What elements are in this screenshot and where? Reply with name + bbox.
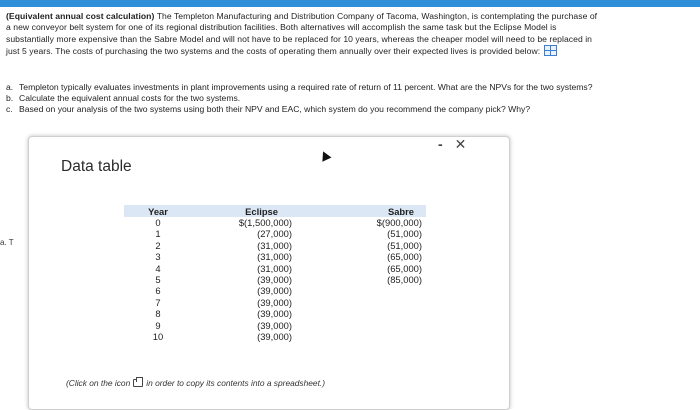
- sabre-cell: [294, 297, 426, 308]
- top-accent-bar: [0, 0, 700, 7]
- eclipse-cell: (27,000): [257, 228, 292, 240]
- sabre-cell: [294, 308, 426, 319]
- question-b: [6, 93, 696, 104]
- question-a: [6, 82, 696, 93]
- background-answer-fragment: a. T: [0, 238, 14, 247]
- table-header-row: [124, 205, 426, 217]
- year-cell: 8: [155, 308, 161, 320]
- sabre-cell: [294, 331, 426, 342]
- data-table-icon[interactable]: [544, 45, 557, 56]
- year-cell: 7: [155, 296, 161, 308]
- question-c: [6, 104, 696, 115]
- year-cell: 2: [155, 239, 161, 251]
- problem-line-1: The Templeton Manufacturing and Distribution Company of Tacoma, Washington, is contemplating the purchase of: [156, 11, 598, 21]
- problem-line-4: just 5 years. The costs of purchasing the two systems and the costs of operating them annually over their expected lives is provided below:: [6, 46, 541, 57]
- table-row: [124, 285, 426, 296]
- problem-title: (Equivalent annual cost calculation): [6, 11, 155, 21]
- table-row: [124, 240, 426, 251]
- question-text: Templeton typically evaluates investments in plant improvements using a required rate of return of 11 percent. What are the NPVs for the two systems?: [19, 82, 593, 92]
- question-text: Based on your analysis of the two systems using both their NPV and EAC, which system do you recommend the company pick? Why?: [19, 104, 531, 115]
- eclipse-cell: (39,000): [257, 274, 292, 286]
- year-cell: 6: [155, 285, 161, 297]
- problem-statement: [6, 11, 694, 58]
- table-row: [124, 217, 426, 228]
- eclipse-cell: (39,000): [257, 331, 292, 343]
- eclipse-cell: (39,000): [257, 285, 292, 297]
- eclipse-cell: (31,000): [257, 251, 292, 263]
- eclipse-cell: (31,000): [257, 239, 292, 251]
- copy-instruction-end: in order to copy its contents into a spreadsheet.): [146, 378, 326, 388]
- column-header-year: Year: [124, 205, 192, 217]
- sabre-cell: (65,000): [387, 251, 422, 263]
- table-row: [124, 297, 426, 308]
- year-cell: 0: [155, 217, 161, 228]
- copy-instruction: [66, 378, 325, 388]
- copy-instruction-start: (Click on the icon: [66, 378, 131, 388]
- copy-icon[interactable]: [133, 379, 143, 387]
- cost-data-table: [124, 205, 426, 342]
- sabre-cell: (85,000): [387, 274, 422, 286]
- problem-line-2: a new conveyor belt system for one of its regional distribution facilities. Both alternatives will accomplish the same task but the Eclipse Model is: [6, 22, 557, 33]
- question-text: Calculate the equivalent annual costs for the two systems.: [19, 93, 241, 104]
- question-label: b.: [6, 93, 14, 104]
- eclipse-cell: (39,000): [257, 319, 292, 331]
- table-row: [124, 274, 426, 285]
- sabre-cell: (51,000): [387, 228, 422, 240]
- table-row: [124, 228, 426, 239]
- question-label: c.: [6, 104, 13, 115]
- minimize-button[interactable]: -: [438, 136, 443, 152]
- dialog-title: Data table: [61, 158, 132, 175]
- column-header-eclipse: Eclipse: [192, 205, 294, 217]
- year-cell: 3: [155, 251, 161, 263]
- eclipse-cell: (39,000): [257, 296, 292, 308]
- sabre-cell: [294, 285, 426, 296]
- sabre-cell: (51,000): [387, 239, 422, 251]
- close-button[interactable]: ✕: [454, 136, 467, 152]
- eclipse-cell: (39,000): [257, 308, 292, 320]
- table-row: [124, 251, 426, 262]
- column-header-sabre: Sabre: [294, 205, 426, 217]
- sabre-cell: [294, 320, 426, 331]
- eclipse-cell: (31,000): [257, 262, 292, 274]
- table-row: [124, 308, 426, 319]
- sabre-cell: $(900,000): [376, 217, 422, 228]
- sabre-cell: (65,000): [387, 262, 422, 274]
- year-cell: 4: [155, 262, 161, 274]
- question-label: a.: [6, 82, 14, 92]
- year-cell: 10: [152, 331, 164, 343]
- eclipse-cell: $(1,500,000): [238, 217, 292, 228]
- problem-line-3: substantially more expensive than the Sabre Model and will not have to be replaced for 10 years, whereas the cheaper model will need to be replaced in: [6, 33, 593, 44]
- year-cell: 1: [155, 228, 161, 240]
- table-row: [124, 331, 426, 342]
- table-row: [124, 263, 426, 274]
- year-cell: 5: [155, 274, 161, 286]
- dialog-controls: [438, 136, 466, 153]
- year-cell: 9: [155, 319, 161, 331]
- question-list: [6, 82, 696, 116]
- table-row: [124, 320, 426, 331]
